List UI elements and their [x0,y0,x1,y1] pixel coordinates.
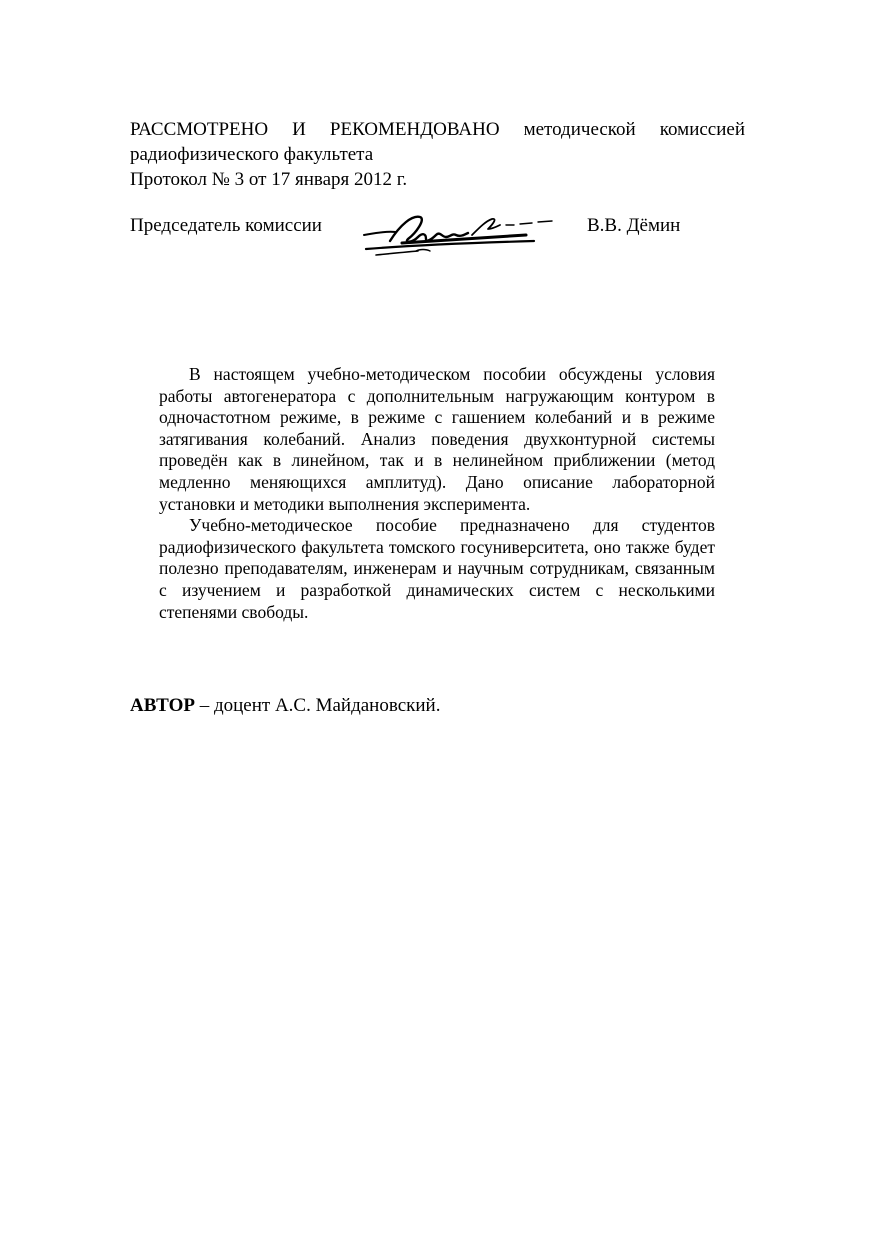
author-label: АВТОР [130,695,195,716]
chair-label: Председатель комиссии [130,215,322,236]
chair-name: В.В. Дёмин [587,215,681,236]
signature-icon [356,205,556,263]
approval-line-1 [130,117,745,142]
author-text: – доцент А.С. Майдановский. [194,695,441,716]
approval-heading: РАССМОТРЕНО И РЕКОМЕНДОВАНО [130,119,500,140]
abstract-paragraph-1: В настоящем учебно-методическом пособии обсуждены условия работы автогенератора с дополнительным нагружающим контуром в одночастотном режиме, в режиме с гашением колебаний и в режиме затягивания колебаний. Анализ поведения двухконтурной системы проведён как в линейном, так и в нелинейном приближении (метод медленно меняющихся амплитуд). Дано описание лабораторной установки и методики выполнения эксперимента. [159,364,715,514]
approval-block [130,117,745,192]
approval-protocol: Протокол № 3 от 17 января 2012 г. [130,169,408,190]
abstract-block [159,364,715,623]
approval-commission: методической комиссией [523,119,745,140]
abstract-paragraph-2: Учебно-методическое пособие предназначено для студентов радиофизического факультета томского госуниверситета, оно также будет полезно преподавателям, инженерам и научным сотрудникам, связанным с изучением и разработкой динамических систем с несколькими степенями свободы. [159,515,715,622]
author-line [130,693,440,718]
approval-faculty: радиофизического факультета [130,144,374,165]
chair-signature-row [130,213,745,261]
